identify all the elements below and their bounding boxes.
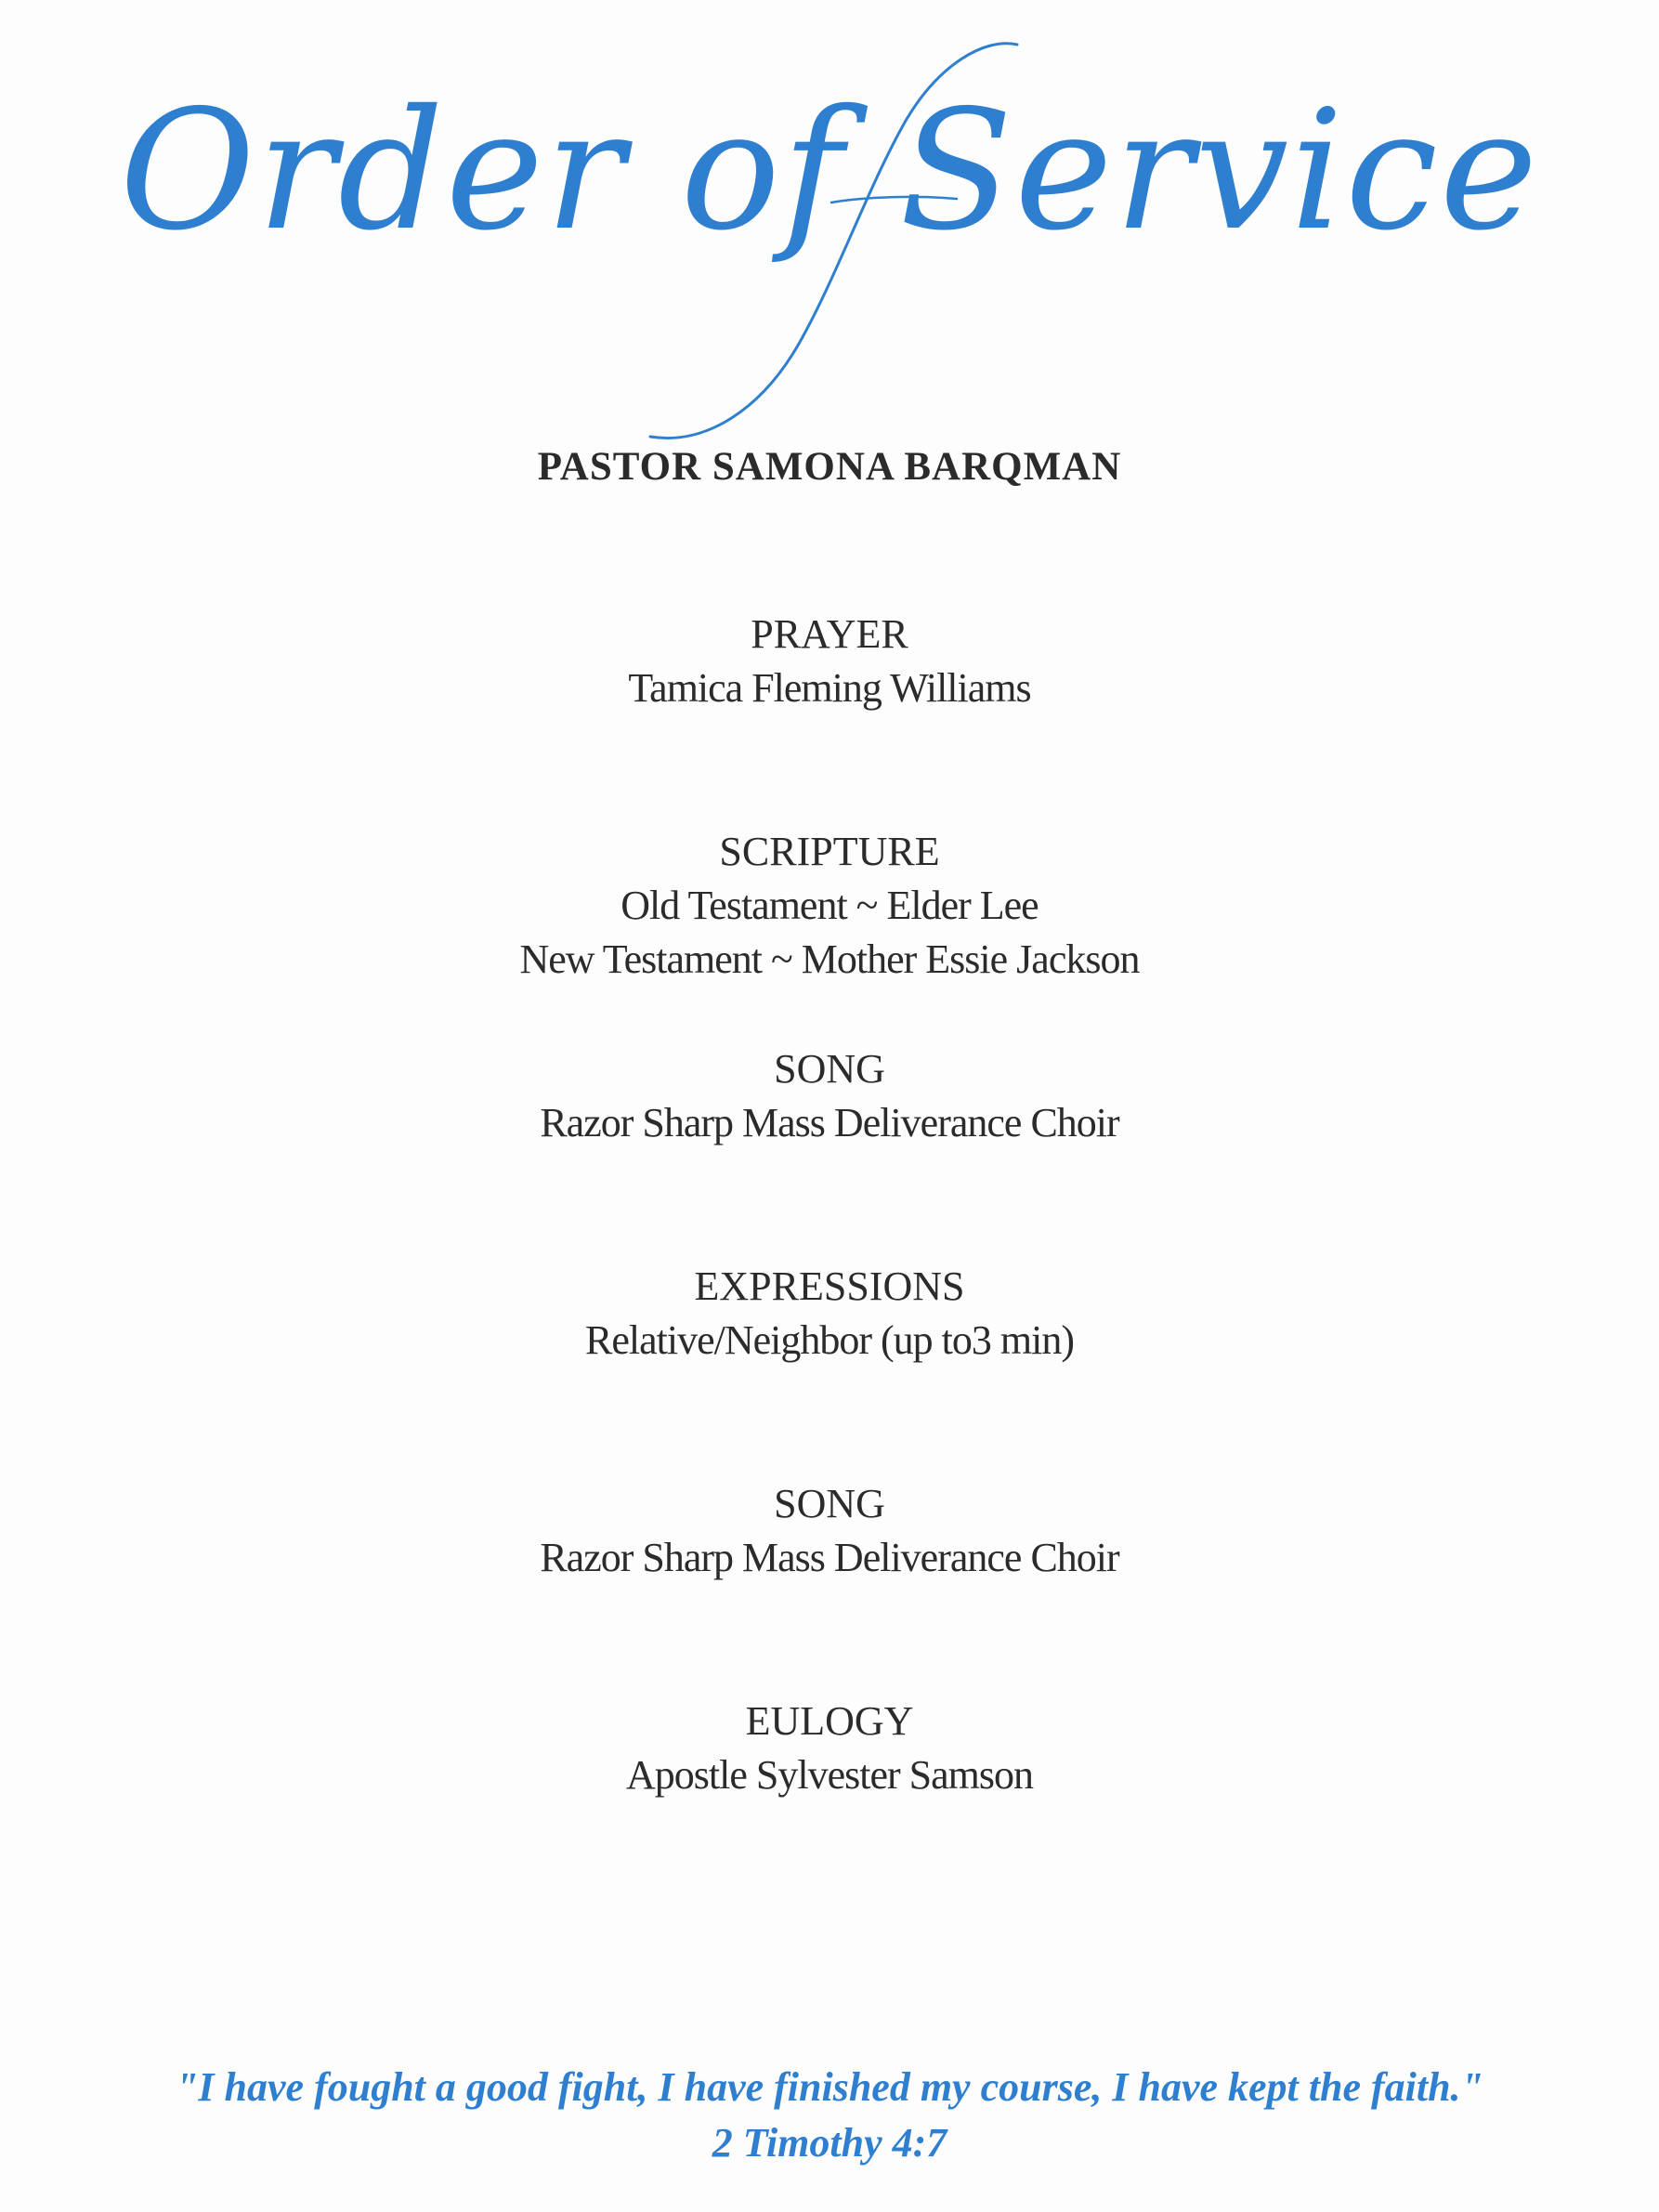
program-item-song xyxy=(0,1477,1659,1695)
program-detail: Razor Sharp Mass Deliverance Choir xyxy=(540,1100,1119,1145)
program-heading: EXPRESSIONS xyxy=(694,1263,965,1309)
program-item-eulogy xyxy=(0,1695,1659,1912)
program-detail: New Testament ~ Mother Essie Jackson xyxy=(519,936,1140,982)
program-item-song xyxy=(0,1042,1659,1260)
program-heading: PRAYER xyxy=(751,611,908,657)
program-detail: Old Testament ~ Elder Lee xyxy=(620,883,1039,928)
scripture-citation: 2 Timothy 4:7 xyxy=(712,2120,947,2166)
program-heading: SONG xyxy=(774,1046,885,1092)
program-item-expressions xyxy=(0,1260,1659,1477)
program-detail: Razor Sharp Mass Deliverance Choir xyxy=(540,1535,1119,1580)
program-heading: EULOGY xyxy=(745,1698,914,1744)
program-item-prayer xyxy=(0,608,1659,825)
service-program xyxy=(0,608,1659,1912)
program-detail: Relative/Neighbor (up to3 min) xyxy=(585,1317,1074,1363)
scripture-quote: "I have fought a good fight, I have finished my course, I have kept the faith." xyxy=(176,2064,1483,2110)
program-detail: Tamica Fleming Williams xyxy=(628,665,1031,711)
officiant-name: PASTOR SAMONA BARQMAN xyxy=(537,445,1122,489)
program-detail: Apostle Sylvester Samson xyxy=(626,1752,1033,1798)
program-heading: SCRIPTURE xyxy=(719,829,940,874)
page-title: Order of Service xyxy=(119,74,1540,267)
program-heading: SONG xyxy=(774,1481,885,1526)
program-item-scripture xyxy=(0,825,1659,1042)
